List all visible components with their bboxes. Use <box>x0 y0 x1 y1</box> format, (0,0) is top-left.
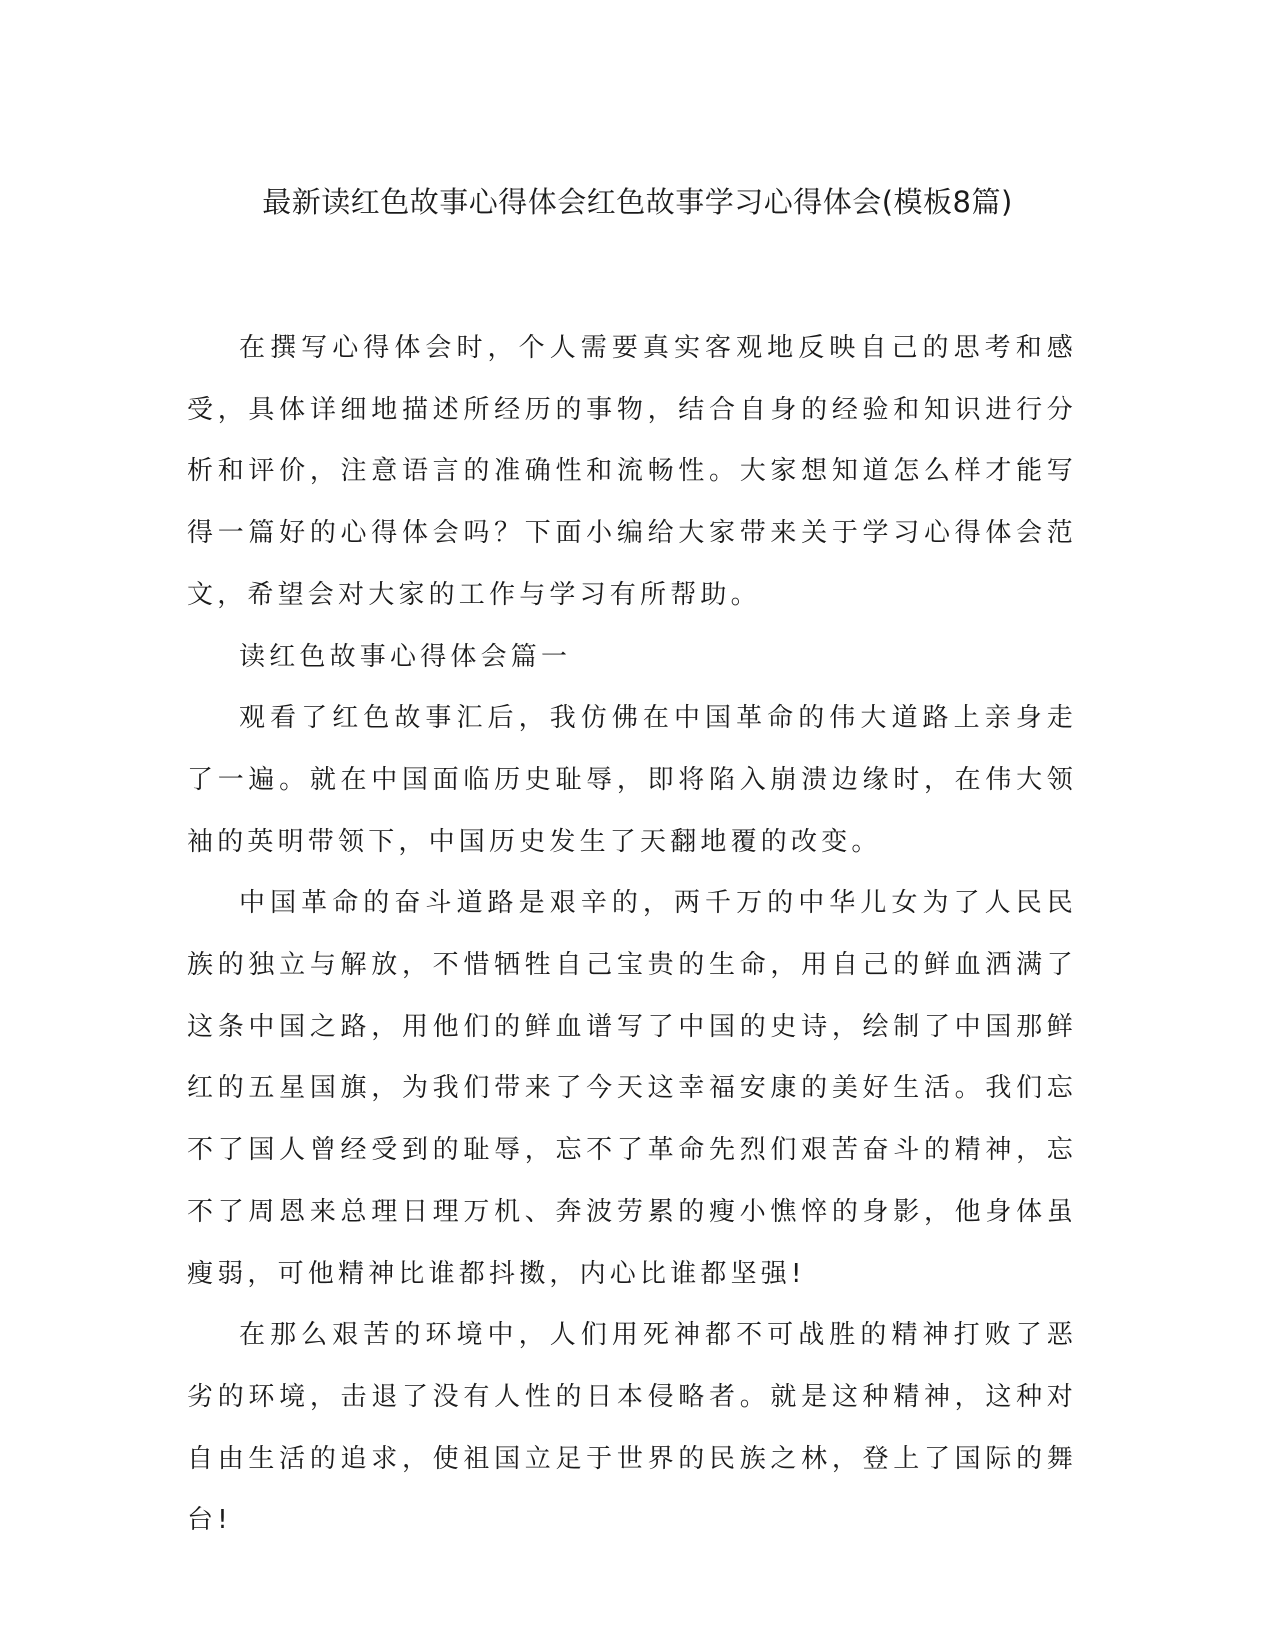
body-paragraph: 观看了红色故事汇后，我仿佛在中国革命的伟大道路上亲身走了一遍。就在中国面临历史耻辱，即将陷入崩溃边缘时，在伟大领袖的英明带领下，中国历史发生了天翻地覆的改变。 <box>187 703 1077 857</box>
intro-paragraph: 在撰写心得体会时，个人需要真实客观地反映自己的思考和感受，具体详细地描述所经历的事物，结合自身的经验和知识进行分析和评价，注意语言的准确性和流畅性。大家想知道怎么样才能写得一篇好的心得体会吗？下面小编给大家带来关于学习心得体会范文，希望会对大家的工作与学习有所帮助。 <box>187 333 1077 610</box>
document-title: 最新读红色故事心得体会红色故事学习心得体会(模板8篇) <box>262 185 1013 219</box>
section-heading: 读红色故事心得体会篇一 <box>239 641 572 672</box>
body-paragraph: 在那么艰苦的环境中，人们用死神都不可战胜的精神打败了恶劣的环境，击退了没有人性的日本侵略者。就是这种精神，这种对自由生活的追求，使祖国立足于世界的民族之林，登上了国际的舞台! <box>187 1320 1077 1536</box>
body-paragraph: 中国革命的奋斗道路是艰辛的，两千万的中华儿女为了人民民族的独立与解放，不惜牺牲自己宝贵的生命，用自己的鲜血洒满了这条中国之路，用他们的鲜血谱写了中国的史诗，绘制了中国那鲜红的五星国旗，为我们带来了今天这幸福安康的美好生活。我们忘不了国人曾经受到的耻辱，忘不了革命先烈们艰苦奋斗的精神，忘不了周恩来总理日理万机、奔波劳累的瘦小憔悴的身影，他身体虽瘦弱，可他精神比谁都抖擞，内心比谁都坚强! <box>187 888 1077 1289</box>
document-body <box>187 318 1077 1552</box>
